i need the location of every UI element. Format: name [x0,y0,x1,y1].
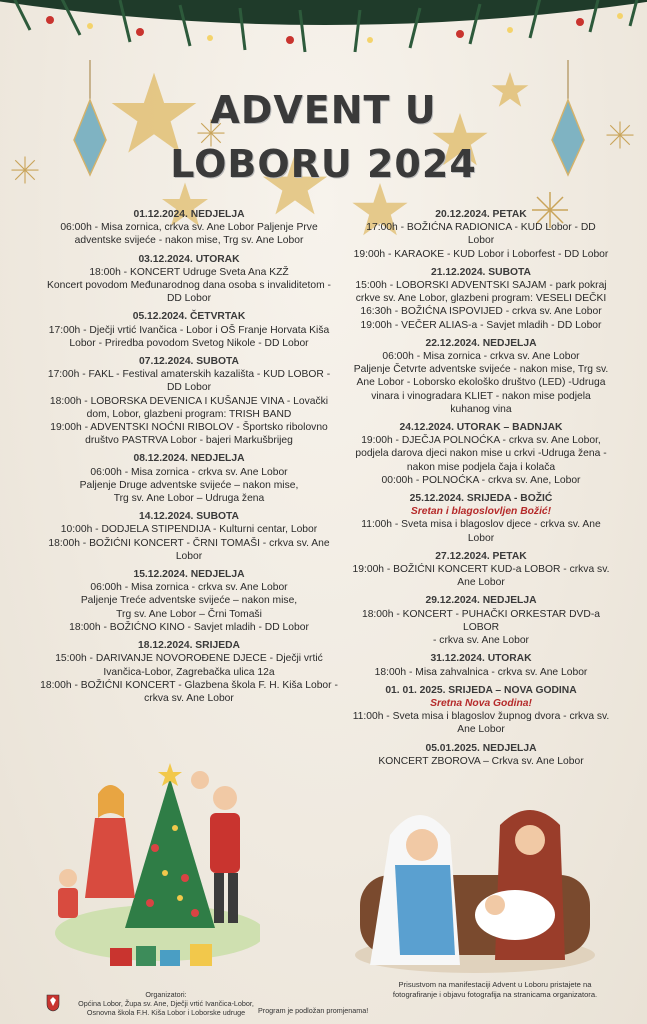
event-line: Paljenje Druge adventske svijeće – nakon mise, [79,479,299,491]
event-line: 18:00h - BOŽIĆNI KONCERT - Glazbena škola F. H. Kiša Lobor - crkva sv. Ane Lobor [40,679,338,704]
event-line: 17:00h - Dječji vrtić Ivančica - Lobor i OŠ Franje Horvata Kiša Lobor - Priredba povodom Svetog Nikole - DD Lobor [48,324,330,349]
event-line: 18:00h - KONCERT - PUHAČKI ORKESTAR DVD-a LOBOR [361,608,601,633]
event-item [40,253,338,306]
event-line: 11:00h - Sveta misa i blagoslov djece - crkva sv. Ane Lobor [361,519,601,544]
page-title-line1: ADVENT U [210,88,437,132]
event-date: 31.12.2024. UTORAK [430,653,532,665]
event-item [40,452,338,505]
event-line: Paljenje Treće adventske svijeće – nakon mise, [80,595,298,607]
event-date: 08.12.2024. NEDJELJA [133,453,245,465]
event-date: 29.12.2024. NEDJELJA [425,595,537,607]
event-line: 11:00h - Sveta misa i blagoslov župnog dvora - crkva sv. Ane Lobor [352,711,610,736]
event-line: 18:00h - Misa zahvalnica - crkva sv. Ane Lobor [374,666,588,678]
event-date: 27.12.2024. PETAK [435,550,527,562]
event-line: 19:00h - KARAOKE - KUD Lobor i Loborfest - DD Lobor [353,248,609,260]
event-item [352,550,610,590]
event-date: 20.12.2024. PETAK [435,209,527,220]
event-line: 06:00h - Misa zornica - crkva sv. Ane Lobor [382,351,580,363]
event-line: 18:00h - LOBORSKA DEVENICA I KUŠANJE VINA - Lovački dom, Lobor, glazbeni program: TRISH BAND [49,395,329,420]
change-note: Program je podložan promjenama! [258,1006,369,1015]
event-line: 06:00h - Misa zornica - crkva sv. Ane Lobor [90,582,288,594]
event-date: 05.01.2025. NEDJELJA [425,742,537,754]
event-line: 17:00h - FAKL - Festival amaterskih kazališta - KUD LOBOR - DD Lobor [47,369,331,394]
event-item [40,310,338,350]
nativity-icon [350,795,600,975]
event-item [40,568,338,634]
event-line: Koncert povodom Međunarodnog dana osoba s invaliditetom - DD Lobor [47,280,331,305]
event-wish: Sretan i blagoslovljen Božić! [410,506,552,518]
event-date: 18.12.2024. SRIJEDA [138,640,240,652]
organizers-label: Organizatori: [145,990,187,999]
event-item [352,684,610,737]
event-item [352,492,610,545]
event-date: 22.12.2024. NEDJELJA [425,337,537,349]
event-item [352,337,610,416]
event-line: Paljenje Četvrte adventske svijeće - nakon mise, Trg sv. Ane Lobor - Loborsko ekološko društvo (LED) -Udruga vinara i vinogradara KLIET - nakon mise podjela kuhanog vina [353,364,609,415]
event-date: 21.12.2024. SUBOTA [431,266,531,278]
event-date: 01. 01. 2025. SRIJEDA – NOVA GODINA [385,684,577,696]
organizers-text: Općina Lobor, Župa sv. Ane, Dječji vrtić Ivančica-Lobor, Osnovna škola F.H. Kiša Lobor i Loborske udruge [78,999,254,1017]
event-line: 18:00h - BOŽIĆNO KINO - Savjet mladih - DD Lobor [69,621,309,633]
event-item [40,639,338,705]
event-line: 17:00h - BOŽIĆNA RADIONICA - KUD Lobor - DD Lobor [366,222,596,247]
event-item [40,208,338,248]
event-line: 00:00h - POLNOĆKA - crkva sv. Ane, Lobor [381,474,581,486]
event-line: 19:00h - VEČER ALIAS-a - Savjet mladih - DD Lobor [360,319,602,331]
event-line: 19:00h - BOŽIĆNI KONCERT KUD-a LOBOR - crkva sv. Ane Lobor [352,564,610,589]
event-item [352,742,610,768]
event-item [352,421,610,487]
christmas-tree-family-icon [40,758,260,978]
event-line: 15:00h - DARIVANJE NOVOROĐENE DJECE - Dječji vrtić Ivančica-Lobor, Zagrebačka ulica 12a [55,653,323,678]
event-line: 10:00h - DODJELA STIPENDIJA - Kulturni centar, Lobor [60,524,318,536]
event-line: 18:00h - BOŽIĆNI KONCERT - ČRNI TOMAŠI - crkva sv. Ane Lobor [48,537,330,562]
organizers-block [66,990,266,1017]
event-date: 01.12.2024. NEDJELJA [133,209,245,220]
event-line: Trg sv. Ane Lobor – Črni Tomaši [116,608,262,620]
event-line: KONCERT ZBOROVA – Crkva sv. Ane Lobor [378,755,584,767]
event-date: 05.12.2024. ČETVRTAK [132,311,246,323]
event-date: 24.12.2024. UTORAK – BADNJAK [399,422,563,434]
event-line: 15:00h - LOBORSKI ADVENTSKI SAJAM - park pokraj crkve sv. Ane Lobor, glazbeni program: VESELI DEČKI [355,280,607,305]
photo-note: Prisustvom na manifestaciji Advent u Loboru pristajete na fotografiranje i objavu fotografija na stranicama organizatora. [392,980,598,999]
pine-garland-icon [0,0,647,60]
event-line: 06:00h - Misa zornica - crkva sv. Ane Lobor [90,466,288,478]
event-line: Trg sv. Ane Lobor – Udruga žena [113,493,265,505]
event-item [352,208,610,261]
event-date: 03.12.2024. UTORAK [138,253,240,265]
event-item [40,510,338,563]
event-line: 19:00h - ADVENTSKI NOĆNI RIBOLOV - Športsko ribolovno društvo PASTRVA Lobor - bajeri Markušbrijeg [50,422,328,447]
event-item [352,652,610,678]
event-date: 14.12.2024. SUBOTA [139,511,239,523]
event-date: 07.12.2024. SUBOTA [139,356,239,368]
event-wish: Sretna Nova Godina! [430,697,532,709]
event-date: 15.12.2024. NEDJELJA [133,569,245,581]
coat-of-arms-icon [46,994,60,1012]
event-line: - crkva sv. Ane Lobor [433,635,529,647]
right-events-column [352,208,610,773]
event-item [352,266,610,332]
event-line: 06:00h - Misa zornica, crkva sv. Ane Lobor Paljenje Prve adventske svijeće - nakon mise, Trg sv. Ane Lobor [60,222,318,247]
event-item [40,355,338,447]
event-line: 18:00h - KONCERT Udruge Sveta Ana KZŽ [89,266,289,278]
event-item [352,594,610,647]
page-title-line2: LOBORU 2024 [170,142,477,186]
event-line: 19:00h - DJEČJA POLNOĆKA - crkva sv. Ane Lobor, podjela darova djeci nakon mise u crkvi -Udruga žena - nakon mise podjela čaja i kolača [355,435,607,473]
left-events-column [40,208,338,710]
event-date: 25.12.2024. SRIJEDA - BOŽIĆ [409,493,553,505]
event-line: 16:30h - BOŽIĆNA ISPOVIJED - crkva sv. Ane Lobor [360,306,602,318]
